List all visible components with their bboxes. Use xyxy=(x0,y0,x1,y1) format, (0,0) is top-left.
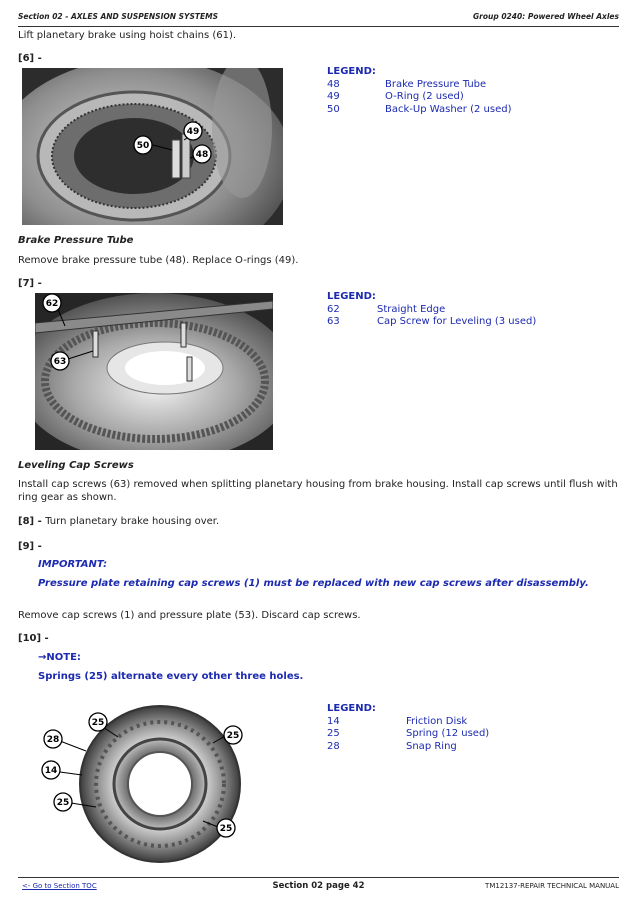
step-8-label: [8] - xyxy=(18,516,42,527)
step-6-text: Remove brake pressure tube (48). Replace O-rings (49). xyxy=(18,255,299,266)
callout-25-top-right: 25 xyxy=(226,731,240,741)
brake-tube-photo xyxy=(22,68,283,225)
legend-step-6 xyxy=(327,66,512,116)
legend-desc: Cap Screw for Leveling (3 used) xyxy=(377,316,537,327)
important-title: IMPORTANT: xyxy=(38,559,108,570)
step-8 xyxy=(18,516,219,527)
legend-desc: Brake Pressure Tube xyxy=(385,78,487,90)
header-group-title: Group 0240: Powered Wheel Axles xyxy=(473,12,619,21)
step-9-label: [9] - xyxy=(18,541,42,552)
legend-desc: Back-Up Washer (2 used) xyxy=(385,103,512,115)
legend-title: LEGEND: xyxy=(327,703,376,714)
legend-num: 63 xyxy=(327,316,340,327)
legend-desc: Snap Ring xyxy=(406,740,457,752)
friction-disk-photo xyxy=(38,703,248,865)
step-9-text: Remove cap screws (1) and pressure plate (53). Discard cap screws. xyxy=(18,610,361,621)
heading-leveling-cap-screws: Leveling Cap Screws xyxy=(18,460,134,471)
callout-62: 62 xyxy=(45,299,59,309)
callout-48: 48 xyxy=(195,150,209,160)
legend-num: 28 xyxy=(327,740,340,752)
step-6-label: [6] - xyxy=(18,53,42,64)
callout-28: 28 xyxy=(46,735,60,745)
callout-25-bottom-left: 25 xyxy=(56,798,70,808)
legend-row xyxy=(327,79,512,92)
page-footer xyxy=(18,877,619,898)
step-7-label: [7] - xyxy=(18,278,42,289)
callout-25-bottom-right: 25 xyxy=(219,824,233,834)
legend-row xyxy=(327,304,536,317)
legend-num: 49 xyxy=(327,91,340,102)
legend-desc: O-Ring (2 used) xyxy=(385,91,464,102)
callout-25-top-left: 25 xyxy=(91,718,105,728)
legend-row xyxy=(327,104,512,117)
legend-num: 48 xyxy=(327,78,340,90)
callout-49: 49 xyxy=(186,127,200,137)
legend-step-7 xyxy=(327,291,536,329)
legend-num: 62 xyxy=(327,303,340,315)
section-toc-link[interactable]: <- Go to Section TOC xyxy=(22,882,97,890)
legend-desc: Friction Disk xyxy=(406,715,468,727)
legend-num: 25 xyxy=(327,728,340,739)
callout-14: 14 xyxy=(44,766,58,776)
legend-desc: Spring (12 used) xyxy=(406,728,490,739)
legend-desc: Straight Edge xyxy=(377,303,446,315)
legend-row xyxy=(327,716,489,729)
legend-row xyxy=(327,91,512,104)
step-10-label: [10] - xyxy=(18,633,49,644)
page-number: Section 02 page 42 xyxy=(272,881,365,891)
leveling-cap-screws-photo xyxy=(35,293,273,450)
callout-50: 50 xyxy=(136,141,150,151)
page-header xyxy=(18,10,619,27)
legend-row xyxy=(327,741,489,754)
legend-num: 50 xyxy=(327,103,340,115)
heading-brake-pressure-tube: Brake Pressure Tube xyxy=(18,235,134,246)
callout-63: 63 xyxy=(53,357,67,367)
manual-title: TM12137-REPAIR TECHNICAL MANUAL xyxy=(485,882,619,890)
legend-num: 14 xyxy=(327,715,340,727)
legend-row xyxy=(327,728,489,741)
intro-text: Lift planetary brake using hoist chains (61). xyxy=(18,30,237,41)
legend-title: LEGEND: xyxy=(327,66,376,77)
step-8-text: Turn planetary brake housing over. xyxy=(45,516,220,527)
note-title: →NOTE: xyxy=(38,652,81,663)
legend-row xyxy=(327,316,536,329)
step-7-text: Install cap screws (63) removed when splitting planetary housing from brake housing. Install cap screws until flush with ring gear as shown. xyxy=(18,479,618,503)
important-text: Pressure plate retaining cap screws (1) must be replaced with new cap screws after disassembly. xyxy=(38,578,589,589)
legend-step-10 xyxy=(327,703,489,753)
header-section-title: Section 02 - AXLES AND SUSPENSION SYSTEMS xyxy=(18,12,218,21)
note-text: Springs (25) alternate every other three holes. xyxy=(38,671,304,682)
legend-title: LEGEND: xyxy=(327,291,376,302)
